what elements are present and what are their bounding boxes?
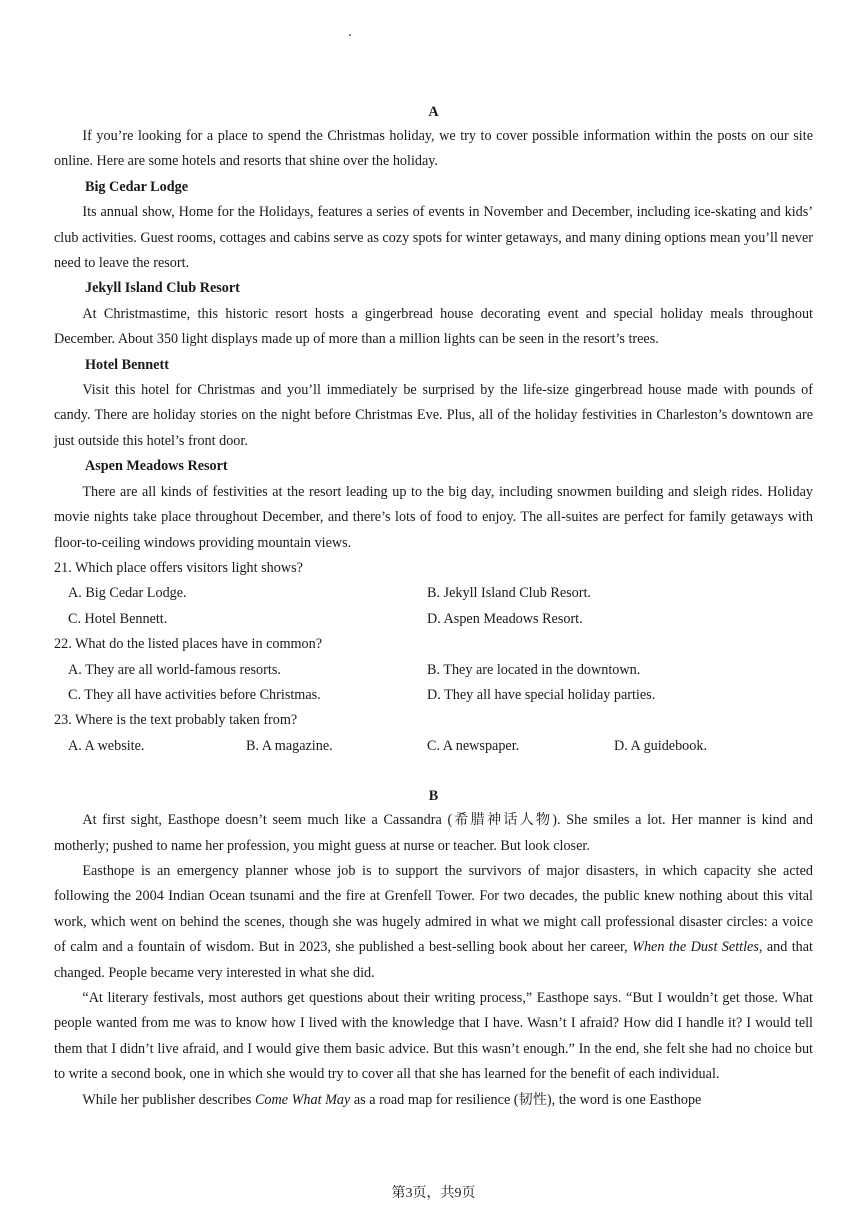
option-b: B. A magazine. [246, 737, 333, 754]
place-heading: Jekyll Island Club Resort [85, 280, 240, 297]
place-description: At Christmastime, this historic resort hosts a gingerbread house decorating event and special holiday meals throughout December. About 350 light displays made up of more than a million lights can be seen in the resort’s trees. [54, 305, 813, 348]
section-b [54, 784, 813, 1113]
option-b: B. Jekyll Island Club Resort. [427, 585, 591, 602]
place-description: Its annual show, Home for the Holidays, features a series of events in November and December, including ice-skating and kids’ club activities. Guest rooms, cottages and cabins serve as cozy spots for winter getaways, and many dining options mean you’ll never need to leave the resort. [54, 204, 813, 272]
option-a: A. Big Cedar Lodge. [68, 585, 187, 602]
place-description: There are all kinds of festivities at the resort leading up to the big day, including snowmen building and sleigh rides. Holiday movie nights take place throughout December, and there’s lots of food to enjoy. The all-suites are perfect for family getaways with floor-to-ceiling windows providing mountain views. [54, 483, 813, 551]
question-stem: 21. Which place offers visitors light shows? [54, 559, 303, 576]
question-stem: 22. What do the listed places have in common? [54, 636, 323, 653]
place-description: Visit this hotel for Christmas and you’ll immediately be surprised by the life-size gingerbread house made with pounds of candy. There are holiday stories on the night before Christmas Eve. Plus, all of the holiday festivities in Charleston’s downtown are just outside this hotel’s front door. [54, 382, 813, 449]
option-d: D. A guidebook. [614, 737, 708, 754]
option-c: C. They all have activities before Christmas. [68, 686, 321, 703]
option-b: B. They are located in the downtown. [427, 661, 641, 678]
question-stem: 23. Where is the text probably taken from? [54, 712, 298, 729]
question-options [54, 658, 813, 709]
page-content [54, 100, 813, 1113]
scan-speck [349, 34, 351, 36]
section-b-paragraph-4: While her publisher describes Come What May as a road map for resilience (韧性), the word is one Easthope [82, 1091, 702, 1108]
question-options [54, 581, 813, 632]
place-heading: Hotel Bennett [85, 356, 169, 373]
place-heading: Big Cedar Lodge [85, 178, 188, 195]
place-heading: Aspen Meadows Resort [85, 458, 228, 475]
section-a-intro: If you’re looking for a place to spend the Christmas holiday, we try to cover possible information within the posts on our site online. Here are some hotels and resorts that shine over the holiday. [54, 128, 813, 170]
question-options [54, 734, 813, 759]
section-b-paragraph-1: At first sight, Easthope doesn’t seem much like a Cassandra (希腊神话人物). She smiles a lot. Her manner is kind and motherly; pushed to name her profession, you might guess at nurse or teacher. But look closer. [54, 812, 813, 854]
section-b-paragraph-3: “At literary festivals, most authors get questions about their writing process,” Easthope says. “But I wouldn’t get those. What people wanted from me was to know how I lived with the knowledge that I have. Wasn’t I afraid? How did I handle it? I would tell them that I didn’t live afraid, and I would give them basic advice. But this wasn’t enough.” In the end, she felt she had no choice but to write a second book, one in which she would try to cover all that she has learned for the benefit of each individual. [54, 990, 813, 1083]
section-b-title: B [428, 788, 439, 805]
page-number: 第3页，共9页 [391, 1186, 476, 1201]
option-c: C. A newspaper. [427, 737, 520, 754]
option-c: C. Hotel Bennett. [68, 610, 168, 627]
option-a: A. A website. [68, 737, 145, 754]
option-d: D. They all have special holiday parties. [427, 686, 656, 703]
book-title: Come What May [254, 1091, 351, 1108]
section-a-title: A [428, 104, 439, 120]
section-b-paragraph-2: Easthope is an emergency planner whose job is to support the survivors of major disasters, in which capacity she acted following the 2004 Indian Ocean tsunami and the fire at Grenfell Tower. For two decades, the public knew nothing about this vital work, which went on behind the scenes, though she was hugely admired in what we might call professional disaster circles: a voice of calm and a fountain of wisdom. But in 2023, she published a best-selling book about her career, When the Dust Settles, and that changed. People became very interested in what she did. [54, 862, 813, 981]
option-d: D. Aspen Meadows Resort. [427, 610, 583, 627]
book-title: When the Dust Settles [632, 939, 759, 956]
option-a: A. They are all world-famous resorts. [68, 661, 281, 678]
